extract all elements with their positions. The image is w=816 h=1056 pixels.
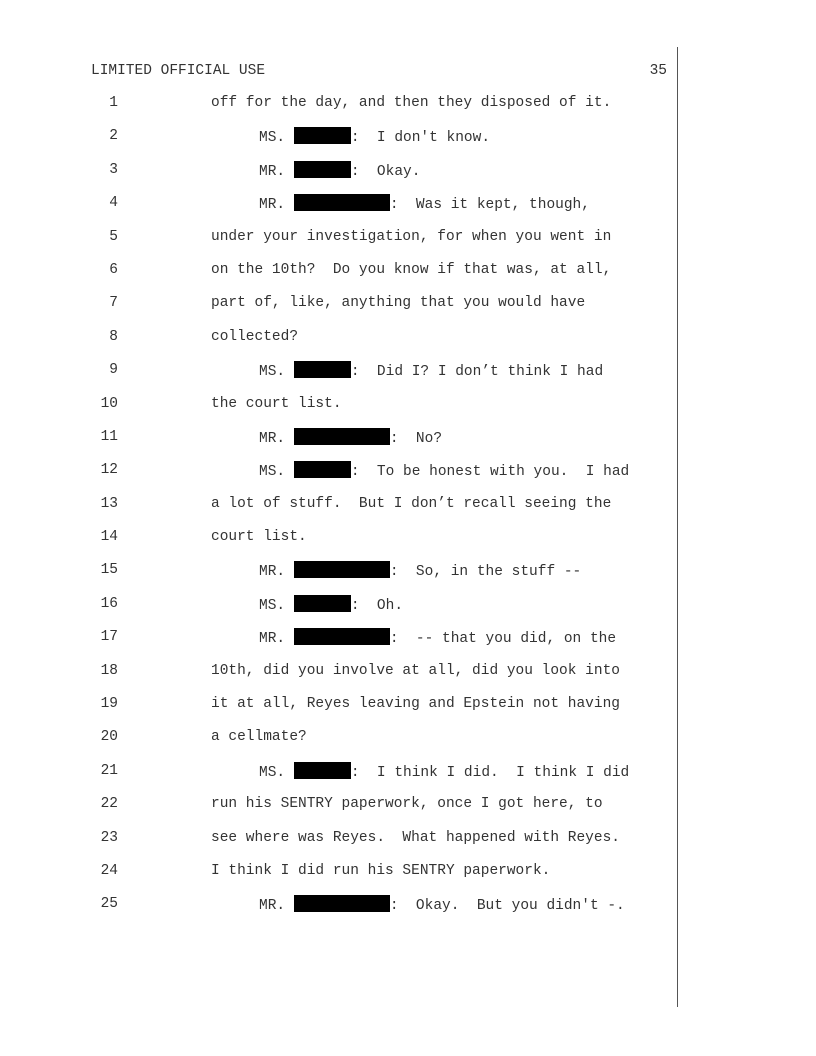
line-text: off for the day, and then they disposed of it.: [211, 95, 612, 111]
line-number: 19: [100, 696, 118, 713]
transcript-line: [0, 628, 816, 661]
line-number: 23: [100, 829, 118, 846]
transcript-line: [0, 395, 816, 428]
speaker-turn: [259, 194, 590, 214]
transcript-line: [0, 728, 816, 761]
line-text: : I don't know.: [350, 130, 491, 147]
line-text: collected?: [211, 328, 299, 345]
speaker-title: MS.: [259, 364, 286, 381]
transcript-line: [0, 194, 816, 227]
speaker-title: MR.: [259, 430, 286, 447]
speaker-title: MS.: [259, 130, 286, 147]
line-text: 10th, did you involve at all, did you look into: [211, 662, 620, 679]
transcript-line: [0, 461, 816, 494]
line-number: 1: [109, 95, 118, 111]
line-text: : Oh.: [350, 597, 404, 614]
speaker-turn: [259, 895, 625, 915]
line-text: a cellmate?: [211, 729, 307, 746]
line-text: under your investigation, for when you went in: [211, 228, 612, 245]
line-text: court list.: [211, 529, 307, 546]
speaker-turn: [259, 428, 442, 448]
redaction-box: [294, 595, 351, 612]
speaker-turn: [259, 595, 403, 615]
transcript-line: [0, 895, 816, 928]
transcript-line: [0, 428, 816, 461]
line-number: 22: [100, 796, 118, 813]
transcript-line: [0, 294, 816, 327]
line-number: 12: [100, 462, 118, 479]
transcript-line: [0, 762, 816, 795]
transcript-line: [0, 862, 816, 895]
speaker-title: MR.: [259, 163, 286, 180]
redaction-box: [294, 194, 390, 211]
speaker-turn: [259, 161, 420, 181]
transcript-line: [0, 528, 816, 561]
transcript-line: [0, 161, 816, 194]
redaction-box: [294, 161, 351, 178]
speaker-turn: [259, 461, 629, 481]
speaker-title: MR.: [259, 197, 286, 214]
line-number: 24: [100, 862, 118, 879]
transcript-line: [0, 361, 816, 394]
transcript-line: [0, 328, 816, 361]
line-text: : So, in the stuff --: [389, 564, 582, 581]
line-number: 4: [109, 195, 118, 212]
line-text: see where was Reyes. What happened with Reyes.: [211, 829, 620, 846]
line-number: 3: [109, 161, 118, 178]
transcript-lines: [0, 94, 816, 929]
redaction-box: [294, 628, 390, 645]
line-number: 8: [109, 328, 118, 345]
line-text: : No?: [389, 430, 443, 447]
line-text: : Okay.: [350, 163, 421, 180]
transcript-line: [0, 261, 816, 294]
line-text: : Was it kept, though,: [389, 197, 590, 214]
transcript-line: [0, 228, 816, 261]
line-number: 17: [100, 629, 118, 646]
line-text: : Okay. But you didn't -.: [389, 898, 625, 915]
speaker-turn: [259, 361, 603, 381]
line-text: : Did I? I don’t think I had: [350, 364, 604, 381]
redaction-box: [294, 561, 390, 578]
line-text: run his SENTRY paperwork, once I got here, to: [211, 796, 603, 813]
speaker-turn: [259, 628, 616, 648]
page-number: 35: [649, 63, 667, 79]
header-classification: LIMITED OFFICIAL USE: [91, 63, 266, 79]
redaction-box: [294, 428, 390, 445]
line-number: 10: [100, 395, 118, 412]
line-text: it at all, Reyes leaving and Epstein not having: [211, 696, 620, 713]
transcript-line: [0, 829, 816, 862]
line-text: : I think I did. I think I did: [350, 764, 630, 781]
line-number: 5: [109, 228, 118, 245]
redaction-box: [294, 127, 351, 144]
transcript-line: [0, 94, 816, 127]
speaker-turn: [259, 762, 629, 782]
transcript-line: [0, 561, 816, 594]
line-number: 11: [100, 428, 118, 445]
line-number: 15: [100, 562, 118, 579]
line-number: 13: [100, 495, 118, 512]
speaker-title: MR.: [259, 631, 286, 648]
transcript-line: [0, 127, 816, 160]
transcript-line: [0, 595, 816, 628]
redaction-box: [294, 895, 390, 912]
transcript-line: [0, 695, 816, 728]
line-number: 7: [109, 295, 118, 312]
line-text: the court list.: [211, 395, 342, 412]
transcript-line: [0, 795, 816, 828]
transcript-line: [0, 662, 816, 695]
line-text: on the 10th? Do you know if that was, at all,: [211, 261, 612, 278]
redaction-box: [294, 762, 351, 779]
line-number: 18: [100, 662, 118, 679]
redaction-box: [294, 361, 351, 378]
line-number: 14: [100, 529, 118, 546]
redaction-box: [294, 461, 351, 478]
speaker-title: MS.: [259, 597, 286, 614]
line-text: part of, like, anything that you would have: [211, 295, 586, 312]
line-number: 25: [100, 896, 118, 913]
speaker-title: MS.: [259, 764, 286, 781]
line-number: 6: [109, 261, 118, 278]
line-text: I think I did run his SENTRY paperwork.: [211, 862, 551, 879]
line-text: a lot of stuff. But I don’t recall seeing the: [211, 495, 612, 512]
line-number: 9: [109, 362, 118, 379]
line-number: 21: [100, 762, 118, 779]
transcript-line: [0, 495, 816, 528]
speaker-title: MR.: [259, 898, 286, 915]
line-number: 20: [100, 729, 118, 746]
speaker-title: MS.: [259, 464, 286, 481]
speaker-turn: [259, 561, 581, 581]
line-number: 16: [100, 595, 118, 612]
speaker-title: MR.: [259, 564, 286, 581]
line-text: : -- that you did, on the: [389, 631, 617, 648]
line-number: 2: [109, 128, 118, 145]
speaker-turn: [259, 127, 490, 147]
line-text: : To be honest with you. I had: [350, 464, 630, 481]
